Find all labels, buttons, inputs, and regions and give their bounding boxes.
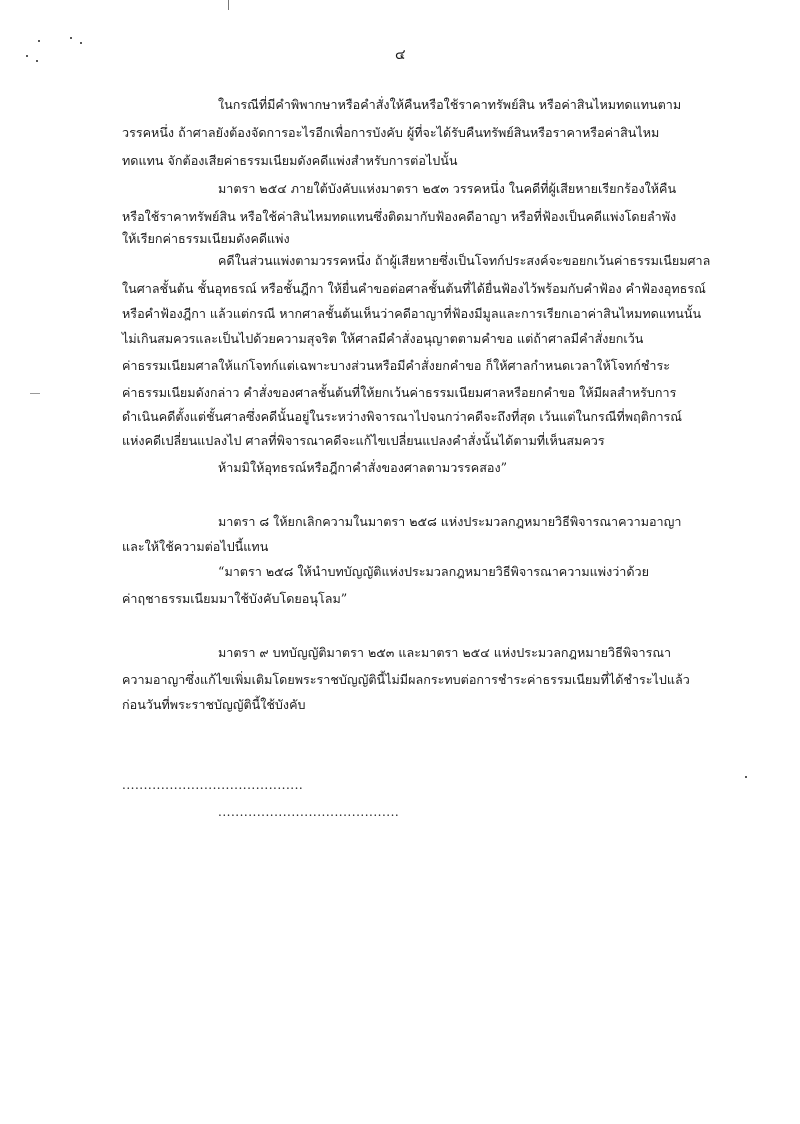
paragraph-line: ค่าธรรมเนียมดังกล่าว คำสั่งของศาลชั้นต้นที่ให้ยกเว้นค่าธรรมเนียมศาลหรือยกคำขอ ให้มีผลสำหรับการ: [122, 385, 677, 400]
scan-speck: [745, 776, 747, 778]
paragraph-line: มาตรา ๙ บทบัญญัติมาตรา ๒๕๓ และมาตรา ๒๕๔ แห่งประมวลกฎหมายวิธีพิจารณา: [218, 645, 672, 660]
paragraph-line: แห่งคดีเปลี่ยนแปลงไป ศาลที่พิจารณาคดีจะแก้ไขเปลี่ยนแปลงคำสั่งนั้นได้ตามที่เห็นสมควร: [122, 433, 605, 448]
scan-speck: [36, 60, 38, 62]
paragraph-line: ห้ามมิให้อุทธรณ์หรือฎีกาคำสั่งของศาลตามวรรคสอง”: [218, 460, 508, 475]
dotted-line: ..........................................: [218, 805, 400, 819]
paragraph-line: ในศาลชั้นต้น ชั้นอุทธรณ์ หรือชั้นฎีกา ให้ยื่นคำขอต่อศาลชั้นต้นที่ได้ยื่นฟ้องไว้พร้อมกับคำฟ้อง คำฟ้องอุทธรณ์: [122, 281, 706, 296]
paragraph-line: ความอาญาซึ่งแก้ไขเพิ่มเติมโดยพระราชบัญญัตินี้ไม่มีผลกระทบต่อการชำระค่าธรรมเนียมที่ได้ชำระไปแล้ว: [122, 672, 690, 687]
paragraph-line: ค่าฤชาธรรมเนียมมาใช้บังคับโดยอนุโลม”: [122, 591, 348, 606]
scan-speck: [80, 42, 82, 44]
paragraph-line: “มาตรา ๒๕๘ ให้นำบทบัญญัติแห่งประมวลกฎหมายวิธีพิจารณาความแพ่งว่าด้วย: [218, 564, 649, 579]
scan-speck: [38, 40, 40, 42]
paragraph-line: วรรคหนึ่ง ถ้าศาลยังต้องจัดการอะไรอีกเพื่อการบังคับ ผู้ที่จะได้รับคืนทรัพย์สินหรือราคาหรือค่าสินไหม: [122, 125, 660, 140]
paragraph-line: ก่อนวันที่พระราชบัญญัตินี้ใช้บังคับ: [122, 697, 306, 712]
paragraph-line: มาตรา ๘ ให้ยกเลิกความในมาตรา ๒๕๘ แห่งประมวลกฎหมายวิธีพิจารณาความอาญา: [218, 514, 682, 529]
paragraph-line: ทดแทน จักต้องเสียค่าธรรมเนียมดังคดีแพ่งสำหรับการต่อไปนั้น: [122, 153, 458, 168]
scan-speck: [70, 37, 72, 39]
scan-speck: [26, 55, 28, 57]
paragraph-line: ค่าธรรมเนียมศาลให้แก่โจทก์แต่เฉพาะบางส่วนหรือมีคำสั่งยกคำขอ ก็ให้ศาลกำหนดเวลาให้โจทก์ชำระ: [122, 358, 670, 373]
paragraph-line: หรือคำฟ้องฎีกา แล้วแต่กรณี หากศาลชั้นต้นเห็นว่าคดีอาญาที่ฟ้องมีมูลและการเรียกเอาค่าสินไหมทดแทนนั้น: [122, 306, 702, 321]
dotted-line: ..........................................: [122, 778, 304, 792]
scan-artifact: [228, 0, 229, 10]
paragraph-line: มาตรา ๒๕๔ ภายใต้บังคับแห่งมาตรา ๒๕๓ วรรคหนึ่ง ในคดีที่ผู้เสียหายเรียกร้องให้คืน: [218, 181, 677, 196]
paragraph-line: หรือใช้ราคาทรัพย์สิน หรือใช้ค่าสินไหมทดแทนซึ่งติดมากับฟ้องคดีอาญา หรือที่ฟ้องเป็นคดีแพ่งโดยลำพัง: [122, 209, 677, 224]
paragraph-line: ให้เรียกค่าธรรมเนียมดังคดีแพ่ง: [122, 231, 290, 246]
paragraph-line: ดำเนินคดีตั้งแต่ชั้นศาลซึ่งคดีนั้นอยู่ในระหว่างพิจารณาไปจนกว่าคดีจะถึงที่สุด เว้นแต่ในกรณีที่พฤติการณ์: [122, 409, 682, 424]
paragraph-line: ไม่เกินสมควรและเป็นไปด้วยความสุจริต ให้ศาลมีคำสั่งอนุญาตตามคำขอ แต่ถ้าศาลมีคำสั่งยกเว้น: [122, 331, 644, 346]
paragraph-line: ในกรณีที่มีคำพิพากษาหรือคำสั่งให้คืนหรือใช้ราคาทรัพย์สิน หรือค่าสินไหมทดแทนตาม: [218, 97, 682, 112]
page-number: ๔: [395, 47, 406, 63]
paragraph-line: คดีในส่วนแพ่งตามวรรคหนึ่ง ถ้าผู้เสียหายซึ่งเป็นโจทก์ประสงค์จะขอยกเว้นค่าธรรมเนียมศาล: [218, 253, 711, 268]
scan-artifact: [30, 393, 40, 394]
paragraph-line: และให้ใช้ความต่อไปนี้แทน: [122, 539, 269, 554]
